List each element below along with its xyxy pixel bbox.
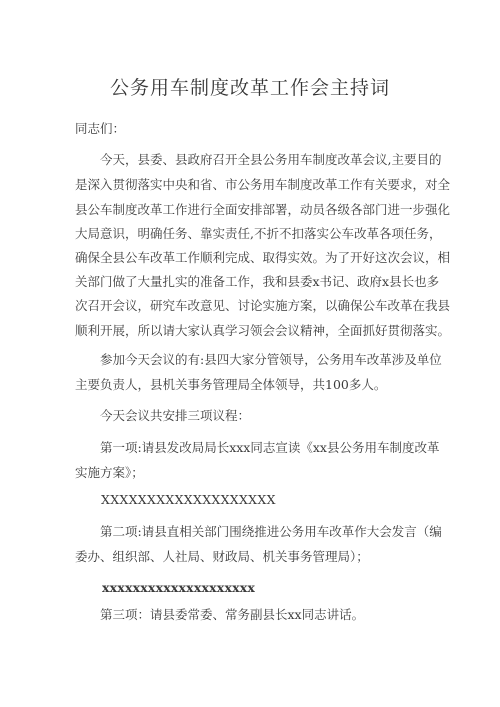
paragraph-line: 关部门做了大量扎实的准备工作，我和县委x书记、政府x县长也多 xyxy=(75,274,440,289)
agenda-item-2: 第二项:请县直相关部门围绕推进公务用车改革作大会发言（编 xyxy=(100,524,442,539)
agenda-item-2-cont: 委办、组织部、人社局、财政局、机关事务管理局）； xyxy=(75,549,369,564)
agenda-item-3: 第三项：请县委常委、常务副县长xx同志讲话。 xyxy=(100,607,365,622)
placeholder-line: XXXXXXXXXXXXXXXXXXX xyxy=(101,492,276,507)
paragraph-line: 参加今天会议的有:县四大家分管领导，公务用车改革涉及单位 xyxy=(100,352,442,367)
paragraph-line: 确保全县公车改革工作顺利完成、取得实效。为了开好这次会议，相 xyxy=(75,250,451,265)
paragraph-line: 县公车制度改革工作进行全面安排部署，动员各级各部门进一步强化 xyxy=(75,202,451,217)
paragraph-line: 大局意识，明确任务、靠实责任,不折不扣落实公车改革各项任务， xyxy=(75,226,442,241)
paragraph-line: 是深入贯彻落实中央和省、市公务用车制度改革工作有关要求，对全 xyxy=(75,177,451,192)
agenda-item-1: 第一项:请县发改局局长xxx同志宣读《xx县公务用车制度改革 xyxy=(100,440,440,455)
paragraph-line: 今天会议共安排三项议程： xyxy=(100,408,251,423)
placeholder-line: xxxxxxxxxxxxxxxxxxxx xyxy=(102,580,256,595)
agenda-item-1-cont: 实施方案》； xyxy=(75,465,144,480)
document-title: 公务用车制度改革工作会主持词 xyxy=(109,77,390,99)
paragraph-line: 次召开会议，研究车改意见、讨论实施方案，以确保公车改革在我县 xyxy=(75,298,451,313)
paragraph-line: 主要负责人，县机关事务管理局全体领导，共100多人。 xyxy=(75,377,387,392)
greeting: 同志们： xyxy=(75,121,126,136)
paragraph-line: 今天，县委、县政府召开全县公务用车制度改革会议,主要目的 xyxy=(100,152,442,167)
paragraph-line: 顺利开展，所以请大家认真学习领会会议精神，全面抓好贯彻落实。 xyxy=(75,323,451,338)
